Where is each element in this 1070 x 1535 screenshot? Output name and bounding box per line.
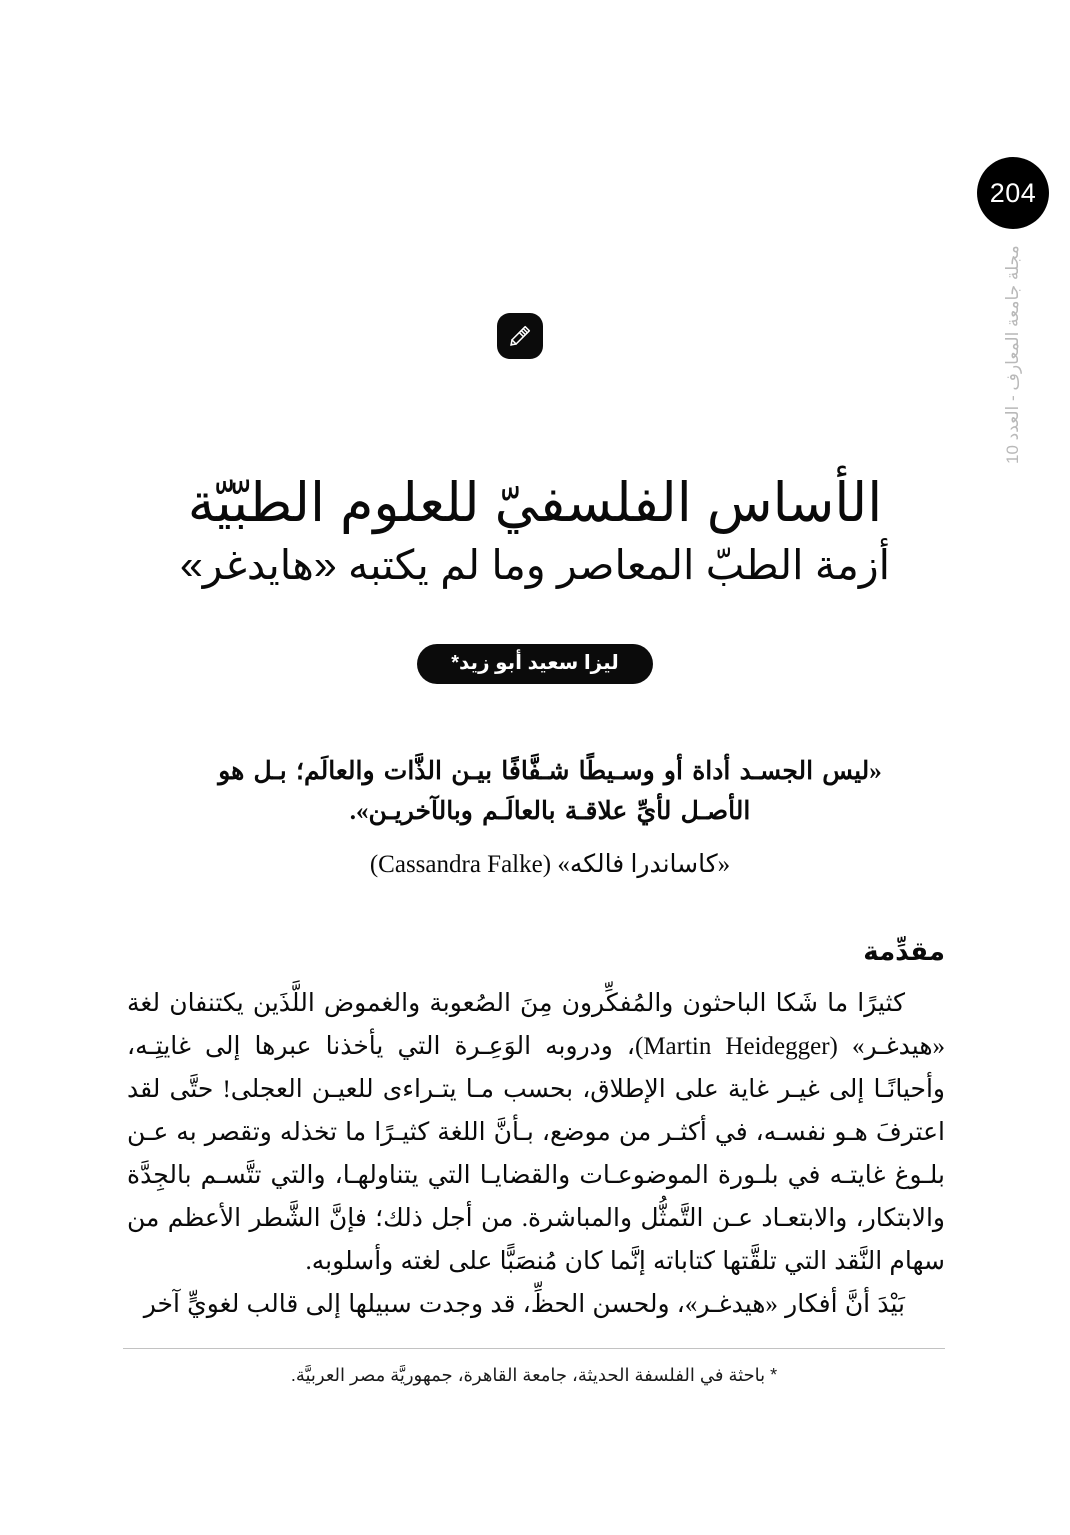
author-badge: ليزا سعيد أبو زيد* <box>417 644 653 684</box>
page-number-badge: 204 <box>977 157 1049 229</box>
page-title <box>100 472 970 590</box>
epigraph-attribution-latin: (Cassandra Falke) <box>369 851 552 878</box>
epigraph-attribution <box>205 847 895 882</box>
paragraph-segment-post: ، ودروبه الوَعِـرة التي يأخذنا عبرها إلى غايتِـه، وأحيانًـا إلى غيـر غاية على الإطلاق، بحسب مـا يتـراءى للعيـن العجلى! حتَّى لقد اعترفَ هـو نفسـه، في أكثـر من موضع، بـأنَّ اللغة كثيـرًا ما تخذله وتقصر به عـن بلـوغ غايتـه في بلـورة الموضوعـات والقضايـا التي يتناولهـا، والتي تتَّسـم بالجِدَّة والابتكار، والابتعـاد عـن التَّمثُّل والمباشرة. من أجل ذلك؛ فإنَّ الشَّطر الأعظم من سهام النَّقد التي تلقَّتها كتاباته إنَّما كان مُنصَبًّا على لغته وأسلوبه. <box>127 1033 945 1275</box>
author-badge-wrapper <box>100 644 970 684</box>
title-main: الأساس الفلسفيّ للعلوم الطبّيّة <box>187 473 883 533</box>
section-heading-introduction: مقدِّمة <box>863 936 945 966</box>
epigraph-text: «ليس الجسـد أداة أو وسـيطًا شـفَّافًا بيـن الذَّات والعالَم؛ بـل هو الأصـل لأيِّ علاقـة بالعالَـم وبالآخريـن». <box>218 758 882 825</box>
paragraph-segment-pre: كثيرًا ما شَكا الباحثون والمُفكِّرون مِنَ الصُعوبة والغموض اللَّذَين يكتنفان لغة «هيدغـر» <box>127 990 946 1060</box>
title-subtitle: أزمة الطبّ المعاصر وما لم يكتبه «هايدغر» <box>179 541 891 588</box>
paragraph-segment-latin: (Martin Heidegger) <box>635 1033 838 1060</box>
paragraph-segment-pre: بَيْدَ أنَّ أفكار «هيدغـر»، ولحسن الحظِّ، قد وجدت سبيلها إلى قالب لغويٍّ آخر <box>143 1291 905 1318</box>
footnote-divider <box>123 1348 945 1349</box>
footnote-text: * باحثة في الفلسفة الحديثة، جامعة القاهرة، جمهوريَّة مصر العربيَّة. <box>290 1365 778 1385</box>
body-paragraph <box>127 982 945 1283</box>
pencil-icon <box>497 313 543 359</box>
epigraph-attribution-arabic: «كاساندرا فالكه» <box>557 851 731 878</box>
body-paragraph <box>127 1283 945 1326</box>
running-head: مجلة جامعة المعارف - العدد 10 <box>1003 245 1022 464</box>
body-text <box>127 982 945 1326</box>
epigraph <box>205 752 895 882</box>
